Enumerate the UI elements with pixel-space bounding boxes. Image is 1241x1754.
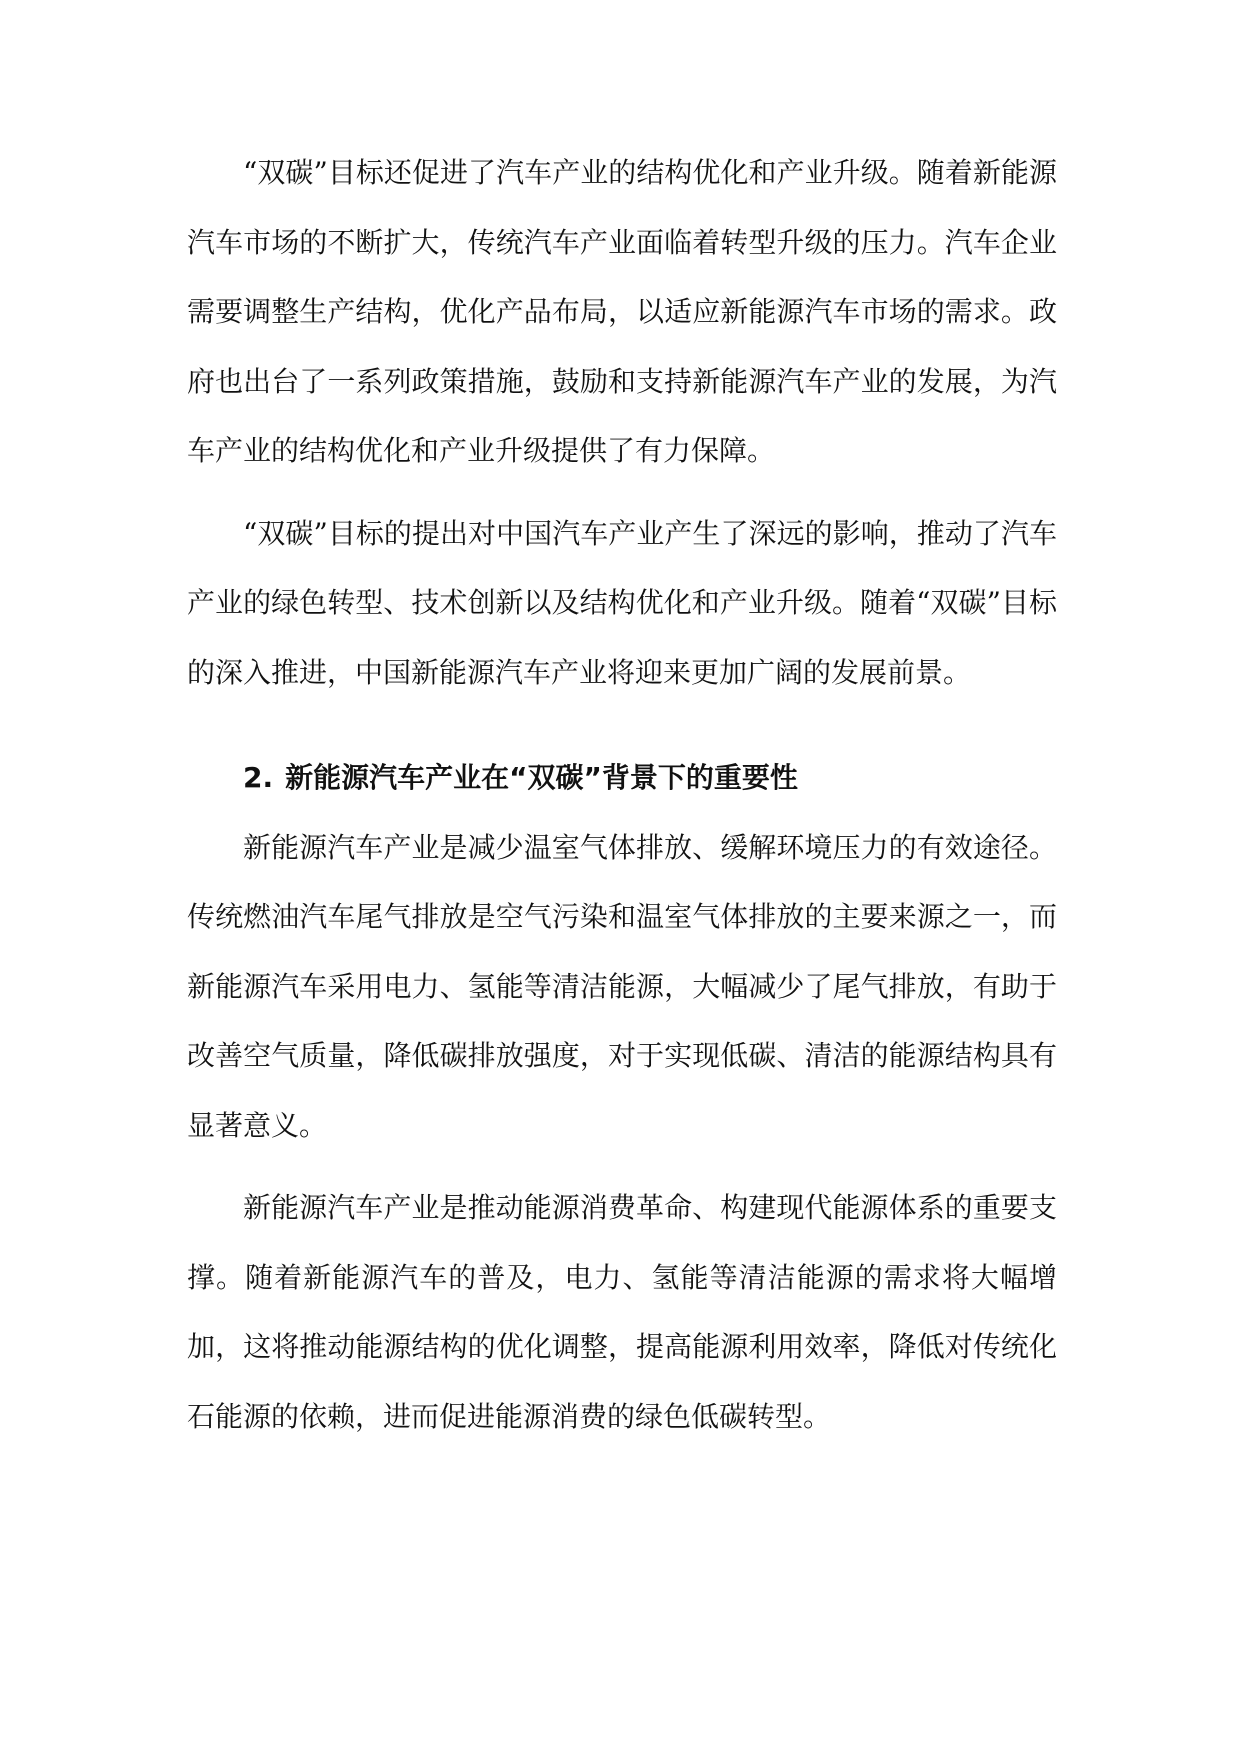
section-title: 新能源汽车产业在“双碳”背景下的重要性 [285, 761, 798, 794]
paragraph-spacer [187, 486, 1057, 499]
section-spacer [187, 707, 1057, 743]
section-number: 2. [243, 761, 274, 794]
body-paragraph: “双碳”目标还促进了汽车产业的结构优化和产业升级。随着新能源汽车市场的不断扩大，传统汽车产业面临着转型升级的压力。汽车企业需要调整生产结构，优化产品布局，以适应新能源汽车市场的需求。政府也出台了一系列政策措施，鼓励和支持新能源汽车产业的发展，为汽车产业的结构优化和产业升级提供了有力保障。 [187, 156, 1057, 467]
document-body [187, 138, 1057, 1451]
body-paragraph: 新能源汽车产业是推动能源消费革命、构建现代能源体系的重要支撑。随着新能源汽车的普及，电力、氢能等清洁能源的需求将大幅增加，这将推动能源结构的优化调整，提高能源利用效率，降低对传统化石能源的依赖，进而促进能源消费的绿色低碳转型。 [187, 1191, 1057, 1433]
body-paragraph: 新能源汽车产业是减少温室气体排放、缓解环境压力的有效途径。传统燃油汽车尾气排放是空气污染和温室气体排放的主要来源之一，而新能源汽车采用电力、氢能等清洁能源，大幅减少了尾气排放，有助于改善空气质量，降低碳排放强度，对于实现低碳、清洁的能源结构具有显著意义。 [187, 830, 1057, 1142]
body-paragraph: “双碳”目标的提出对中国汽车产业产生了深远的影响，推动了汽车产业的绿色转型、技术创新以及结构优化和产业升级。随着“双碳”目标的深入推进，中国新能源汽车产业将迎来更加广阔的发展前景。 [187, 516, 1057, 689]
paragraph-spacer [187, 1160, 1057, 1173]
section-heading [187, 743, 1057, 813]
